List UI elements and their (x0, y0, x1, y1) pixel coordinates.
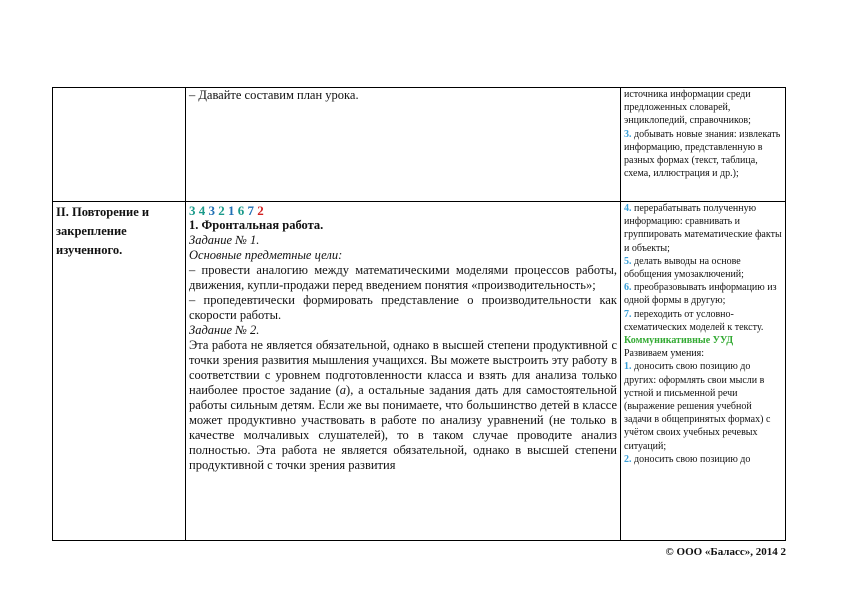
uud-item-number: 6. (624, 282, 632, 294)
uud-item-text: переходить от условно-схематических моделей к тексту. (624, 308, 764, 333)
stage-cell (53, 202, 186, 541)
task-number: 3 (208, 203, 215, 218)
uud-item (624, 281, 782, 307)
task-number: 1 (228, 203, 235, 218)
task-number: 7 (247, 203, 254, 218)
stage-title: II. Повторение и закрепление изученного. (56, 205, 150, 257)
uud-item (624, 202, 782, 255)
uud-item-text: добывать новые знания: извлекать информацию, представленную в разных формах (текст, таблица, схема, иллюстрация и др.); (624, 128, 781, 180)
content-cell (186, 202, 621, 541)
uud-item-number: 5. (624, 255, 632, 267)
uud-item-number: 3. (624, 128, 632, 140)
uud-item-number: 1. (624, 361, 632, 373)
comm-heading: Коммуникативные УУД (624, 335, 734, 347)
task-paragraph (189, 338, 617, 473)
task-number: 4 (198, 203, 206, 218)
task-number: 6 (237, 203, 245, 218)
plan-prompt: – Давайте составим план урока. (189, 88, 359, 102)
uud-item-text: преобразовывать информацию из одной формы в другую; (624, 282, 777, 307)
uud-item-text: доносить свою позицию до (631, 453, 751, 465)
uud-cell (621, 88, 786, 202)
goal-item: – провести аналогию между математическими моделями процессов работы, движения, купли-продажи перед введением понятия «производительность»; (189, 263, 617, 292)
uud-item (624, 255, 782, 281)
table-row (53, 88, 786, 202)
task-numbers (189, 204, 617, 218)
comm-intro: Развиваем умения: (624, 348, 705, 360)
task-number: 2 (218, 203, 225, 218)
uud-item (624, 308, 782, 334)
lesson-plan-table (52, 87, 786, 541)
task-label: Задание № 1. (189, 233, 260, 247)
task-number: 3 (189, 203, 196, 218)
paragraph-text: Эта работа не является обязательной, однако в высшей степени продуктивной с точки зрения развития мышления учащихся. Вы можете выстроить эту работу в соответствии с уровнем подготовленности класса и взять для анализа только наиболее простое задание ( (189, 338, 617, 397)
uud-item-text: делать выводы на основе обобщения умозаключений; (624, 255, 744, 281)
uud-item-text: перерабатывать полученную информацию: сравнивать и группировать математические факты и объекты; (624, 203, 782, 254)
uud-item-number: 7. (624, 308, 632, 320)
uud-cell (621, 202, 786, 541)
uud-item (624, 453, 782, 466)
uud-item (624, 128, 782, 181)
content-cell (186, 88, 621, 202)
copyright-footer: © ООО «Баласс», 2014 2 (665, 546, 786, 558)
task-number: 2 (257, 203, 264, 218)
goals-heading: Основные предметные цели: (189, 248, 343, 262)
task-letter: а (339, 383, 347, 397)
task-label: Задание № 2. (189, 323, 260, 337)
paragraph-text: ), а остальные задания дать для самостоятельной работы сильным детям. Если же вы понимаете, что большинство детей в классе может продуктивно участвовать в работе по анализу уравнений (не только в качестве молчаливых слушателей), то в таком случае проводите анализ полностью. Эта работа не является обязательной, однако в высшей степени продуктивной с точки зрения развития (189, 383, 617, 472)
goal-item: – пропедевтически формировать представление о производительности как скорости работы. (189, 293, 617, 322)
uud-item (624, 360, 782, 452)
stage-cell (53, 88, 186, 202)
table-row (53, 202, 786, 541)
uud-item-number: 4. (624, 203, 632, 214)
uud-text: источника информации среди предложенных словарей, энциклопедий, справочников; (624, 89, 751, 127)
uud-item-text: доносить свою позицию до других: оформлять свои мысли в устной и письменной речи (выражение решения учебной задачи в общепринятых формах) с учётом своих учебных речевых ситуаций; (624, 361, 771, 452)
uud-item-number: 2. (624, 453, 632, 465)
section-heading: 1. Фронтальная работа. (189, 218, 324, 232)
